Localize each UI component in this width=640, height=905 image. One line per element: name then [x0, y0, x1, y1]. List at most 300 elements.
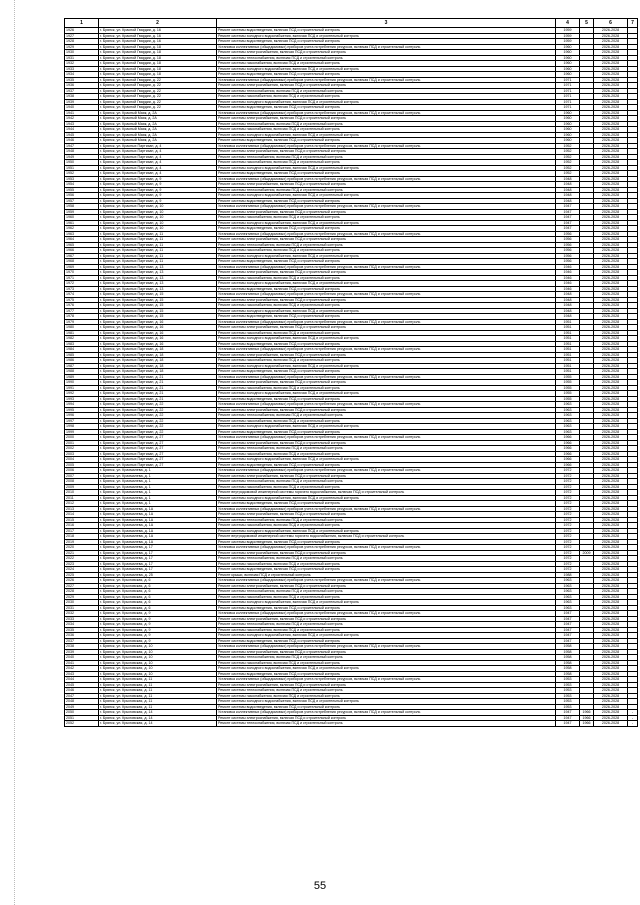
row-address: г. Брянск, ул. Красных Партизан, д. 16: [99, 336, 217, 342]
row-year-built: 1947: [556, 627, 580, 633]
row-year-built: 1955: [556, 391, 580, 397]
row-period: 2026-2028: [594, 83, 628, 89]
row-period: 2026-2028: [594, 369, 628, 375]
row-number: 1927: [65, 33, 99, 39]
row-address: г. Брянск, ул. Красный Маяк, д. 2А: [99, 132, 217, 138]
row-period: 2026-2028: [594, 638, 628, 644]
row-period: 2026-2028: [594, 468, 628, 474]
row-number: 2016: [65, 523, 99, 529]
row-number: 1979: [65, 319, 99, 325]
row-year-built: 1955: [556, 396, 580, 402]
row-work-type: Установка коллективных (общедомовых) приборов учета потребления ресурсов, включая ПСД и строительный контроль: [217, 292, 556, 298]
row-year-built: 1948: [556, 176, 580, 182]
row-period: 2026-2028: [594, 248, 628, 254]
row-address: г. Брянск, ул. Красных Партизан, д. 22: [99, 407, 217, 413]
row-work-type: Ремонт системы водоотведения, включая ПСД и строительный контроль: [217, 501, 556, 507]
row-address: г. Брянск, ул. Красный Маяк, д. 2А: [99, 138, 217, 144]
row-number: 1949: [65, 154, 99, 160]
row-work-type: Ремонт системы холодного водоснабжения, включая ПСД и строительный контроль: [217, 391, 556, 397]
row-address: г. Брянск, ул. Крахмалева, д. 17: [99, 567, 217, 573]
row-number: 1967: [65, 253, 99, 259]
row-work-type: Ремонт системы газоснабжения, включая ПСД и строительный контроль: [217, 127, 556, 133]
row-number: 1940: [65, 105, 99, 111]
row-period: 2026-2028: [594, 182, 628, 188]
row-number: 2035: [65, 627, 99, 633]
row-period: 2026-2028: [594, 198, 628, 204]
row-year-built: 1952: [556, 149, 580, 155]
row-work-type: Ремонт системы теплоснабжения, включая ПСД и строительный контроль: [217, 242, 556, 248]
row-year-built: 1953: [556, 693, 580, 699]
row-period: 2026-2028: [594, 143, 628, 149]
row-number: 1937: [65, 88, 99, 94]
row-period: 2026-2028: [594, 710, 628, 716]
row-address: г. Брянск, ул. Крахмалева, д. 1: [99, 468, 217, 474]
row-work-type: Установка коллективных (общедомовых) приборов учета потребления ресурсов, включая ПСД и строительный контроль: [217, 347, 556, 353]
row-address: г. Брянск, ул. Красной Гвардии, д. 16: [99, 33, 217, 39]
row-period: 2026-2028: [594, 341, 628, 347]
row-work-type: Ремонт системы холодного водоснабжения, включая ПСД и строительный контроль: [217, 132, 556, 138]
row-number: 2017: [65, 528, 99, 534]
row-number: 1998: [65, 424, 99, 430]
row-number: 2025: [65, 572, 99, 578]
row-number: 2041: [65, 660, 99, 666]
row-period: 2026-2028: [594, 231, 628, 237]
row-number: 2043: [65, 671, 99, 677]
page-number: 55: [313, 880, 327, 892]
row-address: г. Брянск, ул. Красной Гвардии, д. 22: [99, 105, 217, 111]
row-number: 1956: [65, 193, 99, 199]
row-number: 1943: [65, 121, 99, 127]
row-period: 2026-2028: [594, 633, 628, 639]
row-year-built: 1963: [556, 600, 580, 606]
row-period: 2026-2028: [594, 380, 628, 386]
row-work-type: Ремонт системы электроснабжения, включая ПСД и строительный контроль: [217, 583, 556, 589]
row-period: 2026-2028: [594, 264, 628, 270]
row-year-built: 1972: [556, 517, 580, 523]
row-address: г. Брянск, ул. Красных Партизан, д. 4: [99, 171, 217, 177]
row-address: г. Брянск, ул. Красной Гвардии, д. 18: [99, 44, 217, 50]
row-number: 1976: [65, 303, 99, 309]
header-col-year-built: 4: [556, 19, 580, 28]
row-year-built: 1955: [556, 380, 580, 386]
row-number: 2010: [65, 490, 99, 496]
row-address: г. Брянск, ул. Крахмалева, д. 17: [99, 556, 217, 562]
row-year-built: 1963: [556, 429, 580, 435]
row-work-type: Установка коллективных (общедомовых) приборов учета потребления ресурсов, включая ПСД и строительный контроль: [217, 578, 556, 584]
row-period: 2026-2028: [594, 358, 628, 364]
row-address: г. Брянск, ул. Красных Партизан, д. 11: [99, 242, 217, 248]
row-address: г. Брянск, ул. Крахмалева, д. 1: [99, 495, 217, 501]
row-address: г. Брянск, ул. Крыловская, д. 6: [99, 594, 217, 600]
row-work-type: Установка коллективных (общедомовых) приборов учета потребления ресурсов, включая ПСД и строительный контроль: [217, 374, 556, 380]
row-work-type: Ремонт системы газоснабжения, включая ПСД и строительный контроль: [217, 215, 556, 221]
table-body: [65, 28, 638, 727]
row-period: 2026-2028: [594, 253, 628, 259]
row-number: 1938: [65, 94, 99, 100]
row-period: 2026-2028: [594, 501, 628, 507]
row-work-type: Ремонт системы холодного водоснабжения, включая ПСД и строительный контроль: [217, 253, 556, 259]
row-period: 2026-2028: [594, 121, 628, 127]
row-address: г. Брянск, ул. Крыловская, д. 9: [99, 616, 217, 622]
row-number: 2048: [65, 699, 99, 705]
row-period: 2026-2028: [594, 435, 628, 441]
row-number: 1947: [65, 143, 99, 149]
row-number: 1983: [65, 341, 99, 347]
row-address: г. Брянск, ул. Крыловская, д. 9: [99, 638, 217, 644]
row-address: г. Брянск, ул. Красных Партизан, д. 21: [99, 391, 217, 397]
row-period: 2026-2028: [594, 330, 628, 336]
row-work-type: Ремонт системы газоснабжения, включая ПСД и строительный контроль: [217, 385, 556, 391]
row-address: г. Брянск, ул. Красных Партизан, д. 27: [99, 451, 217, 457]
row-address: г. Брянск, ул. Крахмалева, д. 1А: [99, 512, 217, 518]
row-work-type: Ремонт системы теплоснабжения, включая ПСД и строительный контроль: [217, 154, 556, 160]
row-number: 1964: [65, 237, 99, 243]
row-period: 2026-2028: [594, 160, 628, 166]
row-year-built: 1948: [556, 292, 580, 298]
row-number: 1932: [65, 61, 99, 67]
row-number: 1961: [65, 220, 99, 226]
row-period: 2026-2028: [594, 688, 628, 694]
header-col-extra: 7: [628, 19, 638, 28]
row-address: г. Брянск, ул. Красных Партизан, д. 21: [99, 385, 217, 391]
row-period: 2026-2028: [594, 446, 628, 452]
row-year-built: 1963: [556, 402, 580, 408]
row-year-built: 1948: [556, 303, 580, 309]
row-number: 1968: [65, 259, 99, 265]
row-number: 2046: [65, 688, 99, 694]
row-number: 1974: [65, 292, 99, 298]
row-year-built: 1948: [556, 308, 580, 314]
row-work-type: Ремонт системы водоотведения, включая ПСД и строительный контроль: [217, 396, 556, 402]
row-period: 2026-2028: [594, 215, 628, 221]
row-period: 2026-2028: [594, 154, 628, 160]
row-address: г. Брянск, ул. Крыловская, д. 9: [99, 611, 217, 617]
row-address: г. Брянск, ул. Красной Гвардии, д. 18: [99, 72, 217, 78]
row-work-type: Ремонт системы электроснабжения, включая ПСД и строительный контроль: [217, 512, 556, 518]
row-address: г. Брянск, ул. Крыловская, д. 10: [99, 660, 217, 666]
row-period: 2026-2028: [594, 176, 628, 182]
row-address: г. Брянск, ул. Крыловская, д. 6: [99, 605, 217, 611]
row-address: г. Брянск, ул. Красных Партизан, д. 22: [99, 413, 217, 419]
row-work-type: Ремонт системы холодного водоснабжения, включая ПСД и строительный контроль: [217, 495, 556, 501]
row-year-built: 1948: [556, 198, 580, 204]
row-address: г. Брянск, ул. Крыловская, д. 11: [99, 699, 217, 705]
row-year-built: 1972: [556, 556, 580, 562]
row-address: г. Брянск, ул. Красный Маяк, д. 2А: [99, 116, 217, 122]
row-year-built: 1963: [556, 594, 580, 600]
row-period: 2026-2028: [594, 325, 628, 331]
row-work-type: Ремонт системы газоснабжения, включая ПСД и строительный контроль: [217, 561, 556, 567]
row-period: 2026-2028: [594, 66, 628, 72]
row-address: г. Брянск, ул. Крахмалева, д. 1: [99, 479, 217, 485]
row-year-built: 1972: [556, 490, 580, 496]
row-number: 1954: [65, 182, 99, 188]
row-year-built: 1952: [556, 171, 580, 177]
row-period: 2026-2028: [594, 506, 628, 512]
row-year-built: 1947: [556, 633, 580, 639]
row-address: г. Брянск, ул. Крахмалева, д. 17: [99, 545, 217, 551]
row-number: 1946: [65, 138, 99, 144]
row-year-built: 1948: [556, 314, 580, 320]
row-number: 1995: [65, 407, 99, 413]
row-work-type: Ремонт системы электроснабжения, включая ПСД и строительный контроль: [217, 380, 556, 386]
row-period: 2026-2028: [594, 721, 628, 727]
row-work-type: Ремонт системы электроснабжения, включая ПСД и строительный контроль: [217, 682, 556, 688]
row-work-type: Ремонт внутридомовой инженерной системы горячего водоснабжения, включая ПСД и строительный контроль: [217, 490, 556, 496]
row-address: г. Брянск, ул. Красной Гвардии, д. 22: [99, 83, 217, 89]
row-address: г. Брянск, ул. Красных Партизан, д. 13: [99, 286, 217, 292]
row-year-built: 1948: [556, 193, 580, 199]
row-address: г. Брянск, ул. Красной Гвардии, д. 16: [99, 28, 217, 34]
row-year-built: 1956: [556, 242, 580, 248]
row-year-built: 1972: [556, 539, 580, 545]
row-period: 2026-2028: [594, 61, 628, 67]
row-work-type: Установка коллективных (общедомовых) приборов учета потребления ресурсов, включая ПСД и строительный контроль: [217, 204, 556, 210]
row-work-type: Ремонт системы теплоснабжения, включая ПСД и строительный контроль: [217, 88, 556, 94]
row-year-built: 1951: [556, 341, 580, 347]
row-year-built: 1948: [556, 182, 580, 188]
row-address: г. Брянск, ул. Красных Партизан, д. 11: [99, 237, 217, 243]
row-work-type: Установка коллективных (общедомовых) приборов учета потребления ресурсов, включая ПСД и строительный контроль: [217, 644, 556, 650]
row-period: 2026-2028: [594, 693, 628, 699]
row-period: 2026-2028: [594, 567, 628, 573]
row-number: 2052: [65, 721, 99, 727]
row-period: 2026-2028: [594, 583, 628, 589]
row-work-type: Ремонт системы холодного водоснабжения, включая ПСД и строительный контроль: [217, 193, 556, 199]
row-period: 2026-2028: [594, 138, 628, 144]
row-work-type: Ремонт системы холодного водоснабжения, включая ПСД и строительный контроль: [217, 336, 556, 342]
row-number: 2002: [65, 446, 99, 452]
row-work-type: Ремонт системы электроснабжения, включая ПСД и строительный контроль: [217, 50, 556, 56]
row-year-built: 1956: [556, 253, 580, 259]
header-col-number: 1: [65, 19, 99, 28]
row-address: г. Брянск, ул. Красных Партизан, д. 27: [99, 446, 217, 452]
row-address: г. Брянск, ул. Красных Партизан, д. 13: [99, 270, 217, 276]
row-year-built: 1972: [556, 567, 580, 573]
row-work-type: Ремонт системы газоснабжения, включая ПСД и строительный контроль: [217, 484, 556, 490]
row-address: г. Брянск, ул. Крахмалева, д. 1А: [99, 534, 217, 540]
row-year-built: 1966: [556, 457, 580, 463]
row-address: г. Брянск, ул. Крыловская, д. 10: [99, 671, 217, 677]
row-period: 2026-2028: [594, 363, 628, 369]
row-year-built: 1952: [556, 160, 580, 166]
row-period: 2026-2028: [594, 649, 628, 655]
row-number: 2018: [65, 534, 99, 540]
row-period: 2026-2028: [594, 77, 628, 83]
row-period: 2026-2028: [594, 539, 628, 545]
row-address: г. Брянск, ул. Красных Партизан, д. 18: [99, 358, 217, 364]
row-year-built: 1952: [556, 165, 580, 171]
row-year-built: 1971: [556, 94, 580, 100]
row-period: 2026-2028: [594, 281, 628, 287]
row-year-built: 1960: [556, 121, 580, 127]
row-number: 2009: [65, 484, 99, 490]
row-year-built: 1963: [556, 583, 580, 589]
row-number: 2029: [65, 594, 99, 600]
row-work-type: Ремонт системы электроснабжения, включая ПСД и строительный контроль: [217, 440, 556, 446]
row-number: 1965: [65, 242, 99, 248]
row-year-built: 1953: [556, 677, 580, 683]
row-address: г. Брянск, ул. Красных Партизан, д. 10: [99, 220, 217, 226]
row-period: 2026-2028: [594, 490, 628, 496]
row-year-built: 1947: [556, 622, 580, 628]
row-year-built: 1947: [556, 715, 580, 721]
row-address: г. Брянск, ул. Красных Партизан, д. 22: [99, 418, 217, 424]
row-period: 2026-2028: [594, 578, 628, 584]
row-work-type: Ремонт системы холодного водоснабжения, включая ПСД и строительный контроль: [217, 33, 556, 39]
row-address: г. Брянск, ул. Красной Гвардии, д. 18: [99, 66, 217, 72]
row-address: г. Брянск, ул. Красных Партизан, д. 21: [99, 380, 217, 386]
row-address: г. Брянск, ул. Красных Партизан, д. 22: [99, 402, 217, 408]
row-period: 2026-2028: [594, 594, 628, 600]
row-address: г. Брянск, ул. Красных Партизан, д. 15: [99, 314, 217, 320]
row-work-type: Ремонт системы теплоснабжения, включая ПСД и строительный контроль: [217, 721, 556, 727]
row-period: 2026-2028: [594, 39, 628, 45]
row-number: 2027: [65, 583, 99, 589]
row-address: г. Брянск, ул. Красных Партизан, д. 18: [99, 363, 217, 369]
row-work-type: Ремонт системы теплоснабжения, включая ПСД и строительный контроль: [217, 688, 556, 694]
row-number: 1930: [65, 50, 99, 56]
row-address: г. Брянск, ул. Крыловская, д. 14: [99, 710, 217, 716]
row-period: 2026-2028: [594, 495, 628, 501]
row-number: 1972: [65, 281, 99, 287]
row-year-built: 1953: [556, 682, 580, 688]
row-number: 1986: [65, 358, 99, 364]
row-period: 2026-2028: [594, 605, 628, 611]
row-work-type: Ремонт системы электроснабжения, включая ПСД и строительный контроль: [217, 83, 556, 89]
row-year-built: 1946: [556, 275, 580, 281]
row-work-type: Ремонт системы холодного водоснабжения, включая ПСД и строительный контроль: [217, 699, 556, 705]
row-period: 2026-2028: [594, 407, 628, 413]
row-year-built: 1960: [556, 66, 580, 72]
row-number: 1942: [65, 116, 99, 122]
row-address: г. Брянск, ул. Красных Партизан, д. 15: [99, 308, 217, 314]
row-address: г. Брянск, ул. Крахмалева, д. 1А: [99, 539, 217, 545]
row-number: 2031: [65, 605, 99, 611]
row-address: г. Брянск, ул. Красных Партизан, д. 16: [99, 325, 217, 331]
row-year-built: 1972: [556, 479, 580, 485]
row-year-built: 1971: [556, 105, 580, 111]
row-address: г. Брянск, ул. Красных Партизан, д. 11: [99, 253, 217, 259]
row-address: г. Брянск, ул. Крыловская, д. 11: [99, 688, 217, 694]
row-year-built: 1952: [556, 154, 580, 160]
row-year-built: 1972: [556, 506, 580, 512]
row-address: г. Брянск, ул. Красных Партизан, д. 9: [99, 187, 217, 193]
row-work-type: Ремонт системы электроснабжения, включая ПСД и строительный контроль: [217, 550, 556, 556]
row-address: г. Брянск, ул. Крахмалева, д. 1: [99, 473, 217, 479]
row-address: г. Брянск, ул. Крахмалева, д. 17: [99, 550, 217, 556]
row-number: 1958: [65, 204, 99, 210]
row-year-built: 1953: [556, 699, 580, 705]
row-year-built: 1953: [556, 704, 580, 710]
row-work-type: Ремонт системы теплоснабжения, включая ПСД и строительный контроль: [217, 446, 556, 452]
row-work-type: Ремонт системы электроснабжения, включая ПСД и строительный контроль: [217, 270, 556, 276]
row-work-type: Ремонт системы теплоснабжения, включая ПСД и строительный контроль: [217, 187, 556, 193]
row-work-type: Ремонт системы электроснабжения, включая ПСД и строительный контроль: [217, 297, 556, 303]
row-work-type: Установка коллективных (общедомовых) приборов учета потребления ресурсов, включая ПСД и строительный контроль: [217, 677, 556, 683]
row-number: 1982: [65, 336, 99, 342]
row-period: 2026-2028: [594, 616, 628, 622]
row-number: 2022: [65, 556, 99, 562]
row-year-built: 1951: [556, 358, 580, 364]
row-number: 1929: [65, 44, 99, 50]
row-work-type: Установка коллективных (общедомовых) приборов учета потребления ресурсов, включая ПСД и строительный контроль: [217, 402, 556, 408]
row-period: 2026-2028: [594, 110, 628, 116]
row-address: г. Брянск, ул. Крахмалева, д. 1: [99, 484, 217, 490]
row-period: 2026-2028: [594, 666, 628, 672]
row-year-built: 1972: [556, 561, 580, 567]
row-year-built: 1960: [556, 110, 580, 116]
row-period: 2026-2028: [594, 418, 628, 424]
row-year-built: 1946: [556, 264, 580, 270]
row-number: 2012: [65, 501, 99, 507]
row-address: г. Брянск, ул. Красных Партизан, д. 4: [99, 165, 217, 171]
row-address: г. Брянск, ул. Крыловская, д. 10: [99, 644, 217, 650]
row-number: 1984: [65, 347, 99, 353]
row-work-type: Ремонт системы теплоснабжения, включая ПСД и строительный контроль: [217, 622, 556, 628]
row-address: г. Брянск, ул. Крахмалева, д. 1А: [99, 528, 217, 534]
row-work-type: Ремонт системы электроснабжения, включая ПСД и строительный контроль: [217, 149, 556, 155]
row-work-type: Ремонт системы холодного водоснабжения, включая ПСД и строительный контроль: [217, 457, 556, 463]
row-number: 2011: [65, 495, 99, 501]
row-period: 2026-2028: [594, 44, 628, 50]
row-year-built: 1960: [556, 132, 580, 138]
row-work-type: Ремонт системы газоснабжения, включая ПСД и строительный контроль: [217, 275, 556, 281]
row-period: 2026-2028: [594, 105, 628, 111]
row-period: 2026-2028: [594, 171, 628, 177]
row-address: г. Брянск, ул. Крыловская, д. 10: [99, 666, 217, 672]
row-number: 2045: [65, 682, 99, 688]
row-address: г. Брянск, ул. Крыловская, д. 11: [99, 677, 217, 683]
row-number: 2051: [65, 715, 99, 721]
row-work-type: Ремонт системы электроснабжения, включая ПСД и строительный контроль: [217, 237, 556, 243]
row-year-built: 1947: [556, 226, 580, 232]
row-number: 1987: [65, 363, 99, 369]
row-address: г. Брянск, ул. Красных Партизан, д. 10: [99, 215, 217, 221]
row-period: 2026-2028: [594, 99, 628, 105]
row-year-built: 1947: [556, 204, 580, 210]
row-address: г. Брянск, ул. Красных Партизан, д. 27: [99, 440, 217, 446]
row-address: г. Брянск, ул. Крахмалева, д. 1А: [99, 506, 217, 512]
row-period: 2026-2028: [594, 259, 628, 265]
row-address: г. Брянск, ул. Крыловская, д. 6: [99, 583, 217, 589]
row-year-built: 1955: [556, 374, 580, 380]
row-number: 2008: [65, 479, 99, 485]
row-period: 2026-2028: [594, 55, 628, 61]
row-year-built: 1956: [556, 231, 580, 237]
row-work-type: Ремонт системы газоснабжения, включая ПСД и строительный контроль: [217, 418, 556, 424]
row-period: 2026-2028: [594, 512, 628, 518]
row-work-type: Ремонт внутридомовой инженерной системы горячего водоснабжения, включая ПСД и строительный контроль: [217, 534, 556, 540]
row-address: г. Брянск, ул. Крыловская, д. 14: [99, 715, 217, 721]
row-period: 2026-2028: [594, 556, 628, 562]
row-year-built: 1956: [556, 248, 580, 254]
row-period: 2026-2028: [594, 589, 628, 595]
row-year-built: 1951: [556, 369, 580, 375]
row-work-type: Ремонт системы газоснабжения, включая ПСД и строительный контроль: [217, 160, 556, 166]
row-period: 2026-2028: [594, 220, 628, 226]
row-number: 1993: [65, 396, 99, 402]
row-work-type: Установка коллективных (общедомовых) приборов учета потребления ресурсов, включая ПСД и строительный контроль: [217, 44, 556, 50]
row-year-built: 1972: [556, 534, 580, 540]
row-work-type: Ремонт системы газоснабжения, включая ПСД и строительный контроль: [217, 451, 556, 457]
row-year-built: 1959: [556, 39, 580, 45]
row-address: г. Брянск, ул. Красной Гвардии, д. 22: [99, 88, 217, 94]
row-work-type: Ремонт системы водоотведения, включая ПСД и строительный контроль: [217, 259, 556, 265]
row-year-repair: 2009: [580, 550, 594, 556]
row-address: г. Брянск, ул. Крыловская, д. 6: [99, 589, 217, 595]
row-work-type: Ремонт системы газоснабжения, включая ПСД и строительный контроль: [217, 248, 556, 254]
